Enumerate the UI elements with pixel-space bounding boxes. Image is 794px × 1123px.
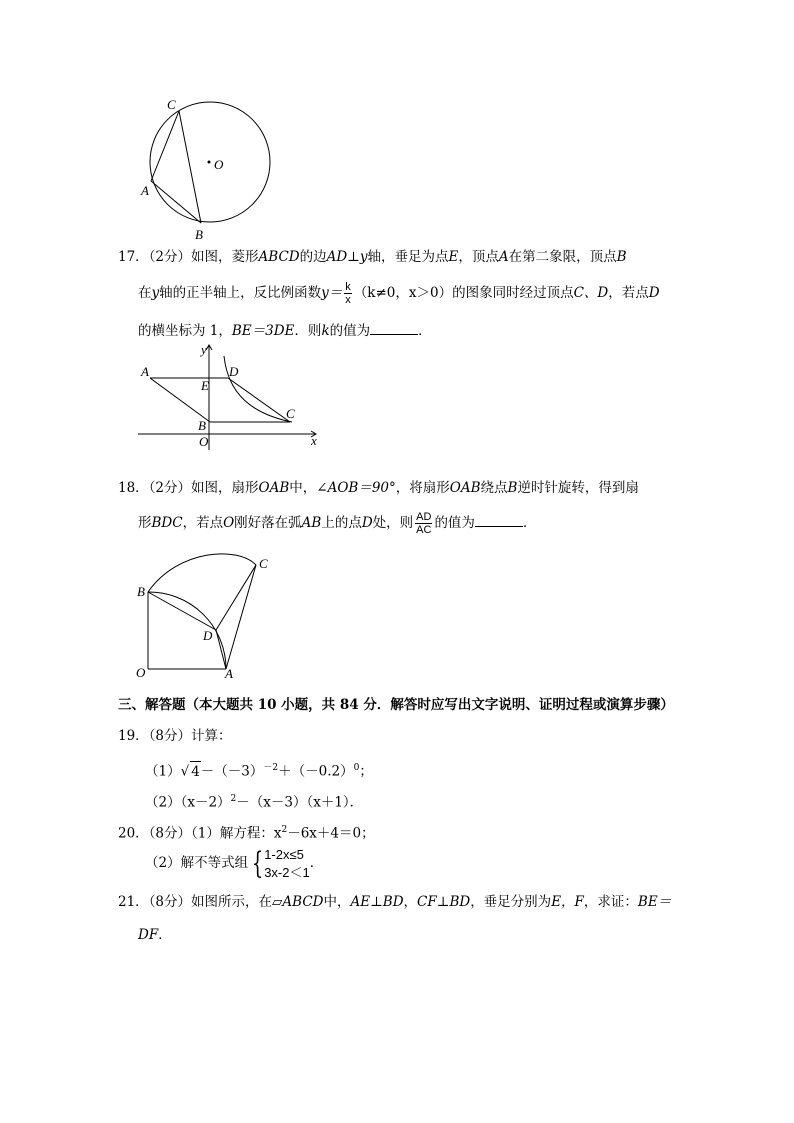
side-da: [216, 630, 226, 669]
q17-line1: 17．（2分）如图，菱形ABCD的边AD⊥y轴，垂足为点E，顶点A在第二象限，顶点B: [118, 249, 627, 265]
q17-line3: 的横坐标为 1，BE＝3DE．则k的值为 ．: [138, 320, 432, 341]
section-heading: 三、解答题（本大题共 10 小题，共 84 分．解答时应写出文字说明、证明过程或演算步骤）: [118, 697, 674, 713]
rhombus-figure: [132, 340, 332, 452]
answer-blank-17[interactable]: [370, 320, 418, 335]
center-dot: [208, 161, 211, 164]
q19-part1: （1）√ $4-(-3)^{-2}+(-0.2)^0$；: [145, 758, 373, 782]
q20-part1: 20．（8分）（1）解方程：$x^2-6x+4=0$；: [118, 825, 375, 842]
label-a: A: [141, 183, 149, 198]
q21-line1: 21．（8分）如图所示，在▱ABCD中，AE⊥BD，CF⊥BD，垂足分别为E，F，求证：BE＝: [118, 894, 672, 910]
chord-cb: [179, 111, 201, 223]
label-b: B: [137, 584, 145, 599]
label-o: O: [214, 157, 224, 172]
label-x: x: [311, 433, 317, 448]
side-bd: [148, 592, 216, 630]
fraction-k-over-x: $\frac{k}{x}$: [345, 281, 351, 306]
q21-line2: DF．: [138, 927, 172, 943]
q19-title: 19．（8分）计算：: [118, 728, 232, 744]
label-d: D: [229, 364, 239, 379]
label-b: B: [198, 418, 206, 433]
q18-line2: 形BDC，若点O刚好落在弧AB上的点D处，则 $\frac{AD}{AC}$ 的值为 ．: [138, 511, 537, 536]
label-c: C: [167, 97, 176, 112]
label-d: D: [203, 628, 213, 643]
label-b: B: [195, 227, 203, 242]
q20-part2: （2）解不等式组 { 1-2x≤5 3x-2＜1 ．: [145, 845, 324, 881]
q17-line2: 在y轴的正半轴上，反比例函数y＝ $\frac{k}{x}$ （k≠0，x＞0）的图象同时经过顶点C、D，若点D: [138, 281, 660, 306]
label-e: E: [201, 378, 209, 393]
label-c: C: [286, 406, 295, 421]
arc-bc: [148, 554, 256, 592]
sector-figure: [132, 548, 282, 683]
fraction-ad-over-ac: $\frac{AD}{AC}$: [416, 511, 432, 536]
label-c: C: [259, 556, 268, 571]
side-dc: [228, 378, 290, 422]
arc-ab: [148, 592, 226, 669]
label-a: A: [225, 666, 233, 681]
label-y: y: [201, 342, 207, 357]
circle-figure: [135, 92, 285, 242]
side-ac: [226, 565, 256, 669]
label-o: O: [136, 665, 146, 680]
chord-ca: [151, 111, 179, 181]
answer-blank-18[interactable]: [475, 512, 523, 527]
label-a: A: [141, 364, 149, 379]
q19-part2: $(2)(x-2)^2-(x-3)(x+1)$．: [145, 794, 364, 811]
label-o: O: [199, 434, 209, 449]
inequality-system: 1-2x≤5 3x-2＜1: [264, 846, 310, 880]
q18-line1: 18．（2分）如图，扇形OAB中，∠AOB＝90°，将扇形OAB绕点B逆时针旋转，得到扇: [118, 480, 639, 496]
side-dc: [216, 565, 256, 630]
